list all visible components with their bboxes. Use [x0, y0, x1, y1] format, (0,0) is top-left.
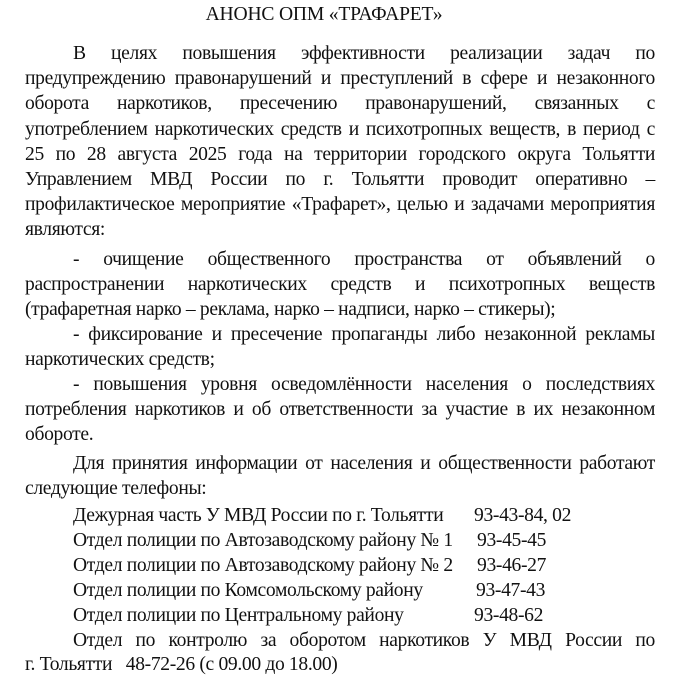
phone-entry-label: Отдел полиции по Комсомольскому району	[73, 580, 423, 601]
text-line: (трафаретная нарко – реклама, нарко – надписи, нарко – стикеры);	[25, 299, 556, 320]
text-line: - фиксирование и пресечение пропаганды либо незаконной рекламы	[73, 324, 655, 345]
text-line: употреблением наркотических средств и психотропных веществ, в период с	[25, 119, 655, 140]
text-line: следующие телефоны:	[25, 478, 207, 499]
text-line: оборота наркотиков, пресечению правонарушений, связанных с	[25, 93, 655, 114]
document-title: АНОНС ОПМ «ТРАФАРЕТ»	[205, 4, 443, 25]
text-line: наркотических средств;	[25, 349, 215, 370]
phone-entry-number: 93-46-27	[477, 555, 547, 576]
text-line: г. Тольятти 48-72-26 (с 09.00 до 18.00)	[25, 654, 338, 675]
phone-entry-label: Отдел полиции по Автозаводскому району № 1	[73, 530, 453, 551]
text-line: являются:	[25, 219, 105, 240]
phone-entry-number: 93-43-84, 02	[474, 505, 572, 526]
text-line: Управлением МВД России по г. Тольятти проводит оперативно –	[25, 169, 655, 190]
phone-entry-number: 93-48-62	[474, 605, 544, 626]
phone-entry-label: Дежурная часть У МВД России по г. Тольятти	[73, 505, 444, 526]
phone-entry-label: Отдел полиции по Центральному району	[73, 605, 404, 626]
text-line: В целях повышения эффективности реализации задач по	[73, 43, 655, 64]
text-line: профилактическое мероприятие «Трафарет», целью и задачами мероприятия	[25, 194, 655, 215]
text-line: - повышения уровня осведомлённости населения о последствиях	[73, 374, 655, 395]
text-line: Отдел по контролю за оборотом наркотиков У МВД России по	[73, 630, 655, 651]
text-line: потребления наркотиков и об ответственности за участие в их незаконном	[25, 399, 655, 420]
phone-entry-number: 93-47-43	[476, 580, 546, 601]
phone-entry-number: 93-45-45	[477, 530, 547, 551]
text-line: предупреждению правонарушений и преступлений в сфере и незаконного	[25, 68, 655, 89]
phone-entry-label: Отдел полиции по Автозаводскому району № 2	[73, 555, 453, 576]
text-line: - очищение общественного пространства от объявлений о	[73, 249, 655, 270]
text-line: обороте.	[25, 424, 94, 445]
text-line: 25 по 28 августа 2025 года на территории городского округа Тольятти	[25, 144, 655, 165]
text-line: распространении наркотических средств и психотропных веществ	[25, 274, 655, 295]
text-line: Для принятия информации от населения и общественности работают	[73, 453, 655, 474]
